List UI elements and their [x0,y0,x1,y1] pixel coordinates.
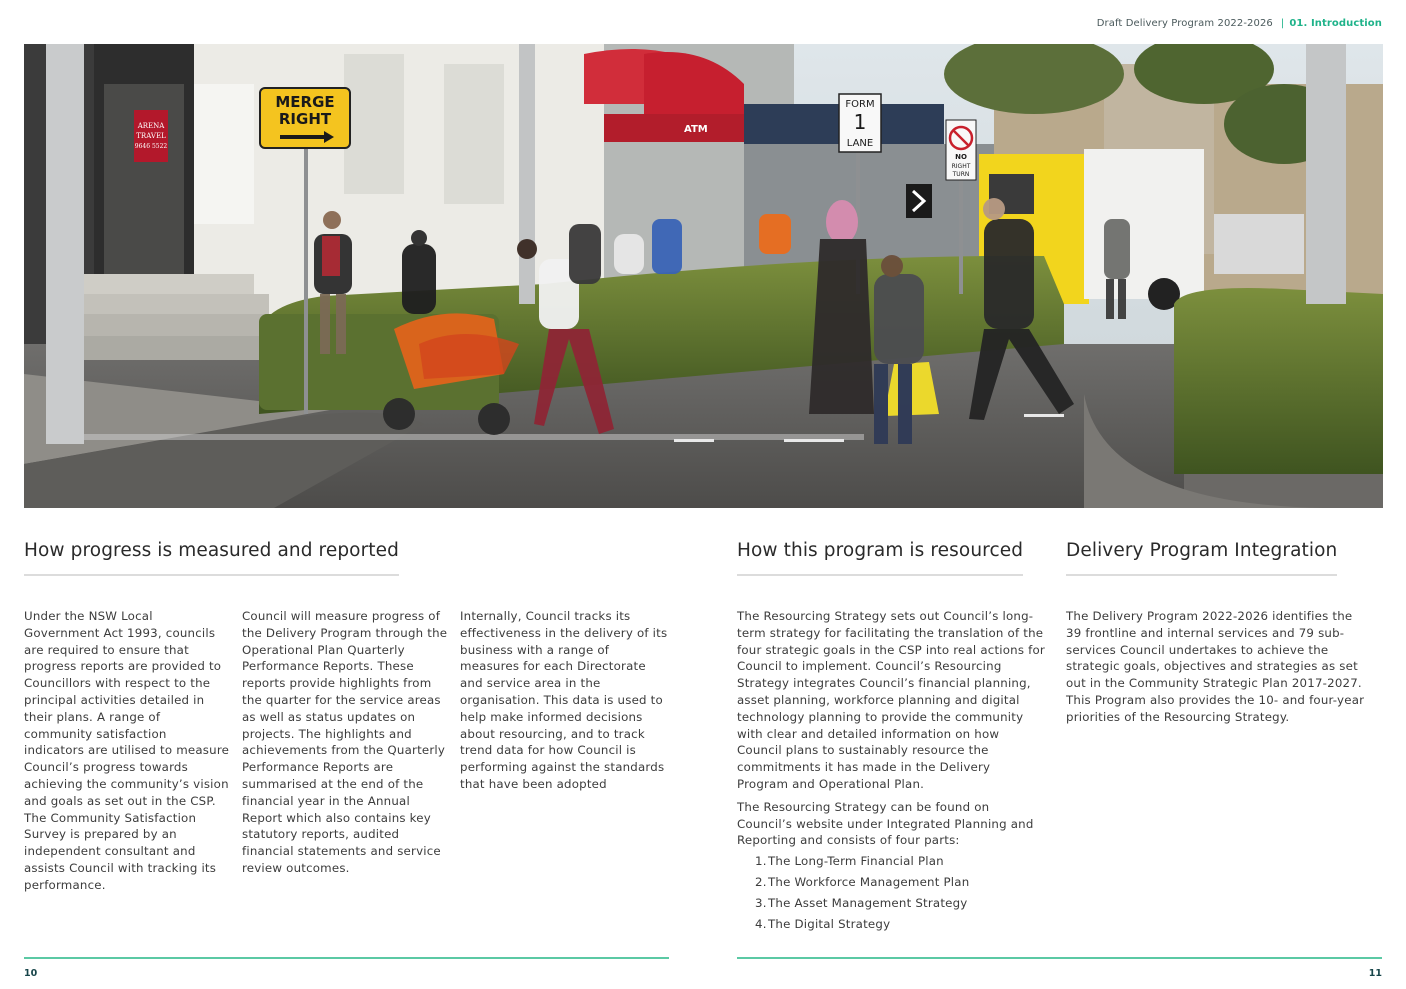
list-item [737,874,1045,891]
list-text: The Asset Management Strategy [768,896,968,911]
form-sign-line2: 1 [853,110,867,134]
footer-rule-right [737,957,1382,959]
merge-right-sign [260,88,350,148]
list-item [737,916,1045,933]
list-text: The Digital Strategy [768,917,891,932]
list-item [737,853,1045,870]
page-number-left: 10 [24,968,38,979]
resourced-paragraph-2: The Resourcing Strategy can be found on Council’s website under Integrated Planning and Reporting and consists of four parts: [737,799,1034,848]
list-item [737,895,1045,912]
list-text: The Workforce Management Plan [768,875,970,890]
street-photo [24,44,1383,508]
running-header [1097,18,1382,29]
no-right-turn-line1: NO [955,153,967,161]
section-title: 01. Introduction [1289,18,1382,29]
progress-column-2: Council will measure progress of the Delivery Program through the Operational Plan Quarterly Performance Reports. These reports provide highlights from the quarter for the service areas as well as status updates on projects. The highlights and achievements from the Quarterly Performance Reports are summarised at the end of the financial year in the Annual Report which also contains key statutory reports, audited financial statements and service review outcomes. [242,609,448,875]
form-sign-line1: FORM [845,99,875,110]
integration-body [1066,608,1366,726]
arena-travel-sign-line2: TRAVEL [136,132,166,140]
heading-progress-measured: How progress is measured and reported [24,540,399,576]
no-right-turn-line2: RIGHT [951,163,971,170]
merge-sign-line2: RIGHT [278,110,332,128]
list-text: The Long-Term Financial Plan [768,854,944,869]
footer-rule-left [24,957,669,959]
list-number: 3. [755,896,767,911]
progress-column-3: Internally, Council tracks its effectiveness in the delivery of its business with a range of measures for each Directorate and service area in the organisation. This data is used to help make informed decisions about resourcing, and to track trend data for how Council is performing against the standards that have been adopted [460,609,668,791]
merge-sign-line1: MERGE [275,93,335,111]
form-sign-line3: LANE [846,138,874,149]
arena-travel-sign-line3: 9646 5522 [134,143,168,150]
progress-column-1: Under the NSW Local Government Act 1993, councils are required to ensure that progress reports are provided to Councillors with respect to the principal activities detailed in their plans. A range of community satisfaction indicators are utilised to measure Council’s progress towards achieving the community’s vision and goals as set out in the CSP. The Community Satisfaction Survey is prepared by an independent consultant and assists Council with tracking its performance. [24,609,230,892]
atm-sign: ATM [684,124,708,135]
page-number-right: 11 [1368,968,1382,979]
header-separator: | [1280,18,1285,29]
document-title: Draft Delivery Program 2022-2026 [1096,18,1273,29]
form-one-lane-sign [839,94,881,152]
resourced-body [737,608,1045,933]
arena-travel-sign-line1: ARENA [137,122,165,130]
integration-paragraph: The Delivery Program 2022-2026 identifies the 39 frontline and internal services and 79 sub-services Council undertakes to achieve the strategic goals, objectives and strategies as set out in the Community Strategic Plan 2017-2027. This Program also provides the 10- and four-year priorities of the Resourcing Strategy. [1066,609,1365,724]
list-number: 1. [755,854,767,869]
list-number: 2. [755,875,767,890]
resourced-paragraph-1: The Resourcing Strategy sets out Council’s long-term strategy for facilitating the translation of the four strategic goals in the CSP into real actions for Council to implement. Council’s Resourcing Strategy integrates Council’s financial planning, asset planning, workforce planning and digital technology planning to provide the community with clear and detailed information on how Council plans to sustainably resource the commitments it has made in the Delivery Program and Operational Plan. [737,609,1045,791]
no-right-turn-line3: TURN [952,171,970,178]
heading-program-integration: Delivery Program Integration [1066,540,1337,576]
no-right-turn-sign [946,120,976,180]
list-number: 4. [755,917,767,932]
resourcing-parts-list [737,853,1045,933]
heading-program-resourced: How this program is resourced [737,540,1023,576]
